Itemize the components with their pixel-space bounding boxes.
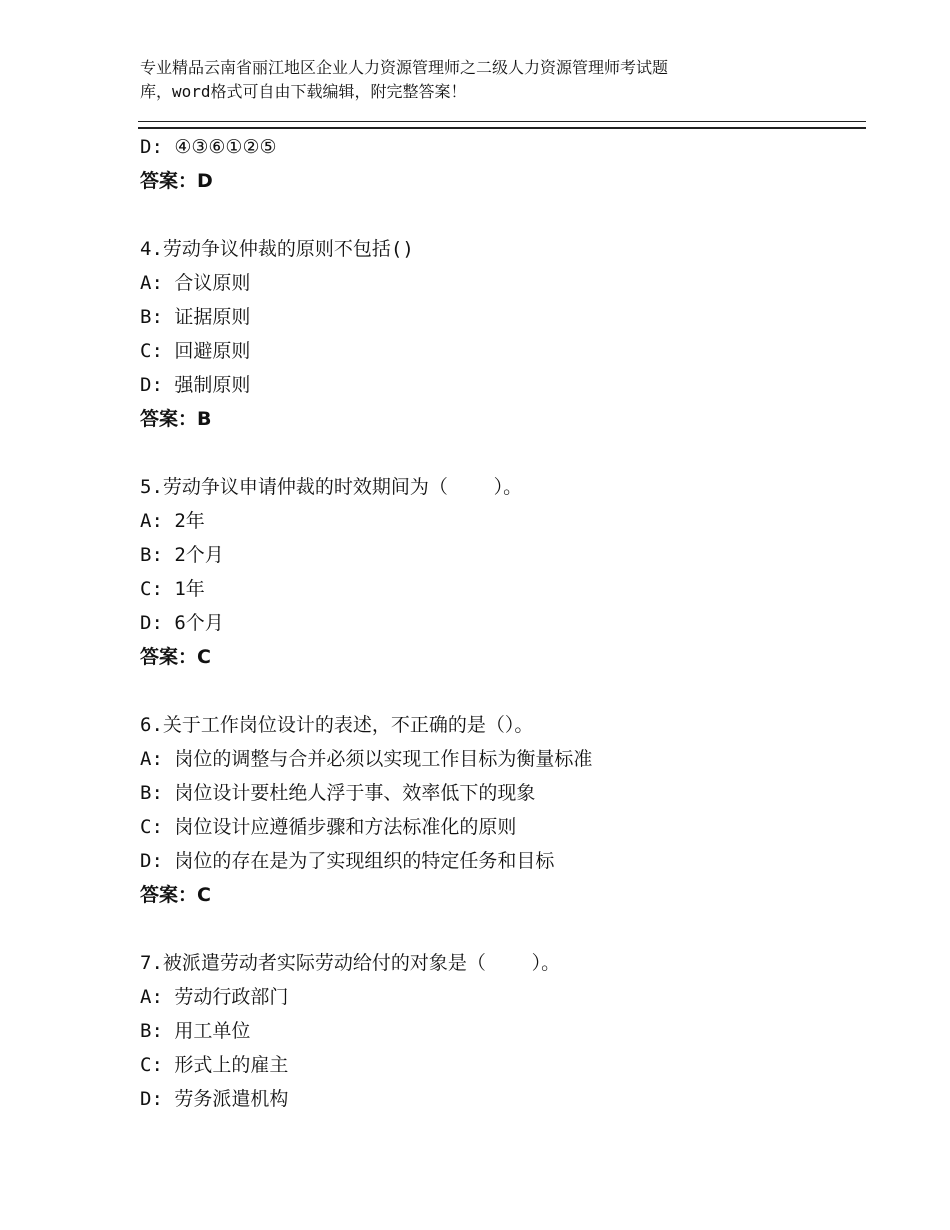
header-line-2: 库，word格式可自由下载编辑，附完整答案！ [140, 82, 467, 101]
option-a: A: 合议原则 [140, 272, 251, 294]
prev-answer: 答案：D [140, 170, 213, 192]
spacer [140, 674, 860, 708]
header-line-1: 专业精品云南省丽江地区企业人力资源管理师之二级人力资源管理师考试题 [140, 58, 669, 77]
option-a: A: 2年 [140, 510, 205, 532]
answer: 答案：C [140, 884, 211, 906]
option-c: C: 1年 [140, 578, 205, 600]
option-b: B: 岗位设计要杜绝人浮于事、效率低下的现象 [140, 782, 536, 804]
option-b: B: 2个月 [140, 544, 224, 566]
question-stem: 7.被派遣劳动者实际劳动给付的对象是（ ）。 [140, 952, 561, 974]
document-header [140, 56, 840, 104]
question-stem: 4.劳动争议仲裁的原则不包括() [140, 238, 414, 260]
spacer [140, 912, 860, 946]
option-a: A: 劳动行政部门 [140, 986, 289, 1008]
answer: 答案：C [140, 646, 211, 668]
question-5 [140, 470, 860, 674]
question-7 [140, 946, 860, 1116]
question-4 [140, 232, 860, 436]
option-c: C: 形式上的雇主 [140, 1054, 289, 1076]
option-b: B: 用工单位 [140, 1020, 251, 1042]
option-a: A: 岗位的调整与合并必须以实现工作目标为衡量标准 [140, 748, 593, 770]
question-stem: 6.关于工作岗位设计的表述，不正确的是（）。 [140, 714, 534, 736]
option-d: D: 劳务派遣机构 [140, 1088, 289, 1110]
option-b: B: 证据原则 [140, 306, 251, 328]
option-c: C: 回避原则 [140, 340, 251, 362]
prev-option-d: D: ④③⑥①②⑤ [140, 136, 277, 158]
question-stem: 5.劳动争议申请仲裁的时效期间为（ ）。 [140, 476, 523, 498]
header-divider [138, 121, 866, 129]
question-list [140, 130, 860, 1116]
option-d: D: 强制原则 [140, 374, 251, 396]
answer: 答案：B [140, 408, 212, 430]
spacer [140, 198, 860, 232]
spacer [140, 436, 860, 470]
option-c: C: 岗位设计应遵循步骤和方法标准化的原则 [140, 816, 517, 838]
question-6 [140, 708, 860, 912]
option-d: D: 岗位的存在是为了实现组织的特定任务和目标 [140, 850, 555, 872]
option-d: D: 6个月 [140, 612, 224, 634]
